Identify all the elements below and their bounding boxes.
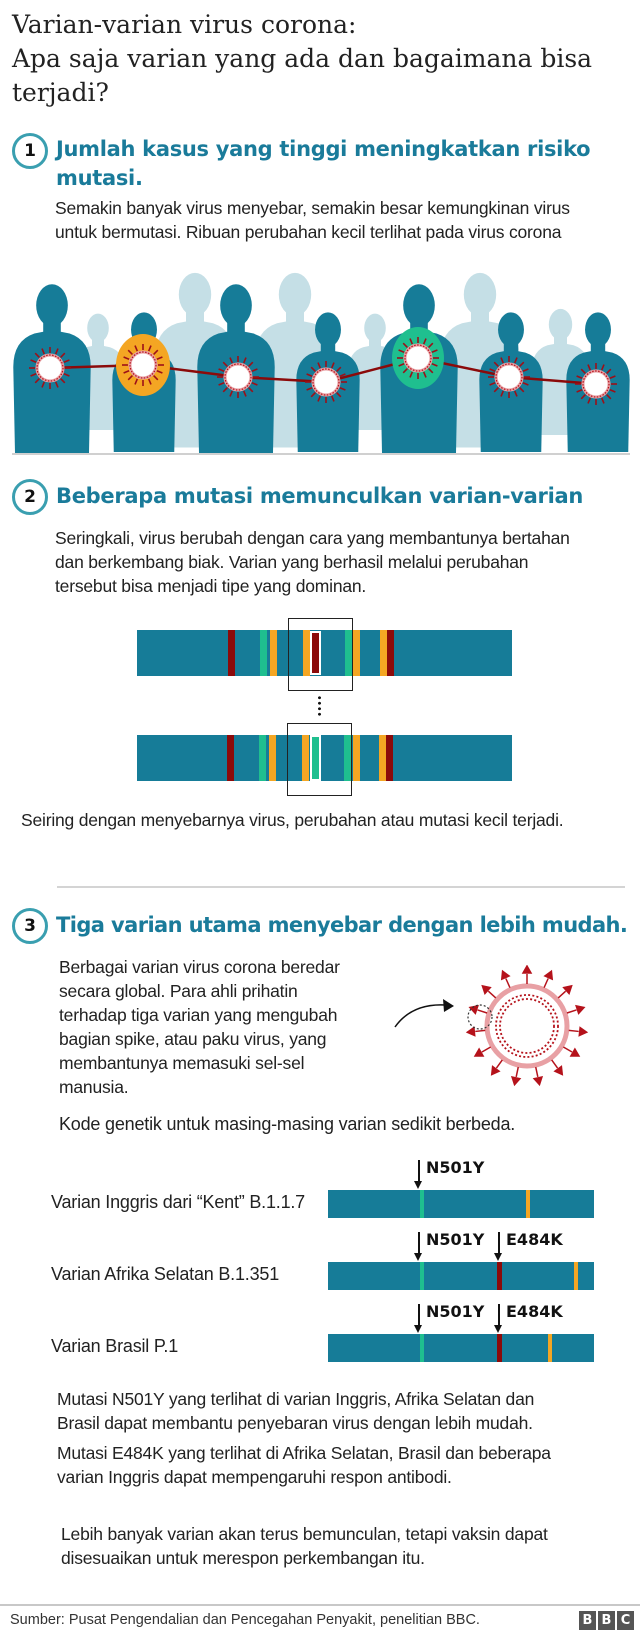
section-number-1: 1 [12,133,48,169]
mutation-band-e484k [497,1262,502,1290]
mutation-label-n501y: N501Y [426,1302,485,1321]
mutation-highlight-box [288,618,353,691]
section-2-body-line-3: tersebut bisa menjadi tipe yang dominan. [55,576,367,596]
curved-arrow-icon [392,995,462,1030]
section-3-heading: Tiga varian utama menyebar dengan lebih mudah. [56,913,628,937]
bbc-logo [579,1611,634,1630]
variant-bar-south-africa [328,1262,594,1290]
section-2-heading: Beberapa mutasi memunculkan varian-varian [56,484,584,508]
variant-label-brazil: Varian Brasil P.1 [51,1336,179,1356]
source-text: Sumber: Pusat Pengendalian dan Pencegahan Penyakit, penelitian BBC. [10,1612,480,1628]
section-3-body-line: membantunya memasuki sel-sel [59,1053,305,1073]
n501y-explanation [57,1387,640,1435]
mutation-band-green [259,735,266,781]
arrow-down-icon [498,1232,500,1255]
mutation-band-green [260,630,267,676]
section-divider [57,886,625,888]
e484k-line-2: varian Inggris dapat mempengaruhi respon antibodi. [57,1467,452,1487]
section-3-body-line: terhadap tiga varian yang mengubah [59,1005,338,1025]
variant-label-uk: Varian Inggris dari “Kent” B.1.1.7 [51,1192,305,1212]
mutation-band-n501y [420,1190,424,1218]
mutation-label-n501y: N501Y [426,1230,485,1249]
mutation-band-n501y [420,1334,424,1362]
bbc-logo-letter: C [617,1611,634,1630]
mutation-band-n501y [420,1262,424,1290]
section-3-body-line: manusia. [59,1077,129,1097]
section-2-caption: Seiring dengan menyebarnya virus, perubahan atau mutasi kecil terjadi. [21,810,564,830]
title-line-2: Apa saja varian yang ada dan bagaimana bisa [12,44,593,73]
mutation-band-orange [380,630,387,676]
mutation-band-orange [526,1190,530,1218]
title-line-3: terjadi? [12,78,109,107]
e484k-explanation [57,1441,640,1489]
mutation-band-orange [270,630,277,676]
mutation-band-orange [574,1262,578,1290]
arrow-down-icon [418,1304,420,1327]
closing-line-2: disesuaikan untuk merespon perkembangan itu. [61,1548,425,1568]
variant-bar-brazil [328,1334,594,1362]
arrow-down-icon [498,1304,500,1327]
mutation-band-red [227,735,234,781]
section-1-heading-line-2: mutasi. [56,166,143,190]
section-1-heading [56,135,636,193]
mutation-band-red [228,630,235,676]
section-3-body [59,955,389,1099]
mutation-band-red [386,735,393,781]
section-1-body-line-1: Semakin banyak virus menyebar, semakin besar kemungkinan virus [55,198,570,218]
footer-divider [0,1604,640,1606]
mutation-label-e484k: E484K [506,1302,563,1321]
bbc-logo-letter: B [579,1611,596,1630]
mutation-band-orange [353,735,360,781]
closing-line-1: Lebih banyak varian akan terus bemunculan, tetapi vaksin dapat [61,1524,548,1544]
ellipsis-dots [318,695,321,717]
n501y-line-1: Mutasi N501Y yang terlihat di varian Inggris, Afrika Selatan dan [57,1389,535,1409]
mutation-band-orange [379,735,386,781]
mutation-band-e484k [497,1334,502,1362]
page-title [12,8,632,110]
mutation-band-orange [269,735,276,781]
section-1-body [55,196,640,244]
mutation-band-red [387,630,394,676]
section-number-2: 2 [12,479,48,515]
section-1-heading-line-1: Jumlah kasus yang tinggi meningkatkan risiko [56,137,591,161]
section-1-body-line-2: untuk bermutasi. Ribuan perubahan kecil terlihat pada virus corona [55,222,562,242]
mutation-label-e484k: E484K [506,1230,563,1249]
arrow-down-icon [418,1232,420,1255]
n501y-line-2: Brasil dapat membantu penyebaran virus dengan lebih mudah. [57,1413,533,1433]
section-2-body-line-1: Seringkali, virus berubah dengan cara yang membantunya bertahan [55,528,570,548]
mutation-highlight-box [287,723,352,796]
people-transmission-illustration [0,255,640,455]
section-3-body-line: Berbagai varian virus corona beredar [59,957,340,977]
mutation-label-n501y: N501Y [426,1158,485,1177]
title-line-1: Varian-varian virus corona: [12,10,357,39]
bbc-logo-letter: B [598,1611,615,1630]
arrow-down-icon [418,1160,420,1183]
section-3-body-line: bagian spike, atau paku virus, yang [59,1029,327,1049]
section-3-body-line: secara global. Para ahli prihatin [59,981,298,1001]
variant-label-south-africa: Varian Afrika Selatan B.1.351 [51,1264,280,1284]
e484k-line-1: Mutasi E484K yang terlihat di Afrika Selatan, Brasil dan beberapa [57,1443,551,1463]
closing-note [61,1522,640,1570]
genetic-note: Kode genetik untuk masing-masing varian sedikit berbeda. [59,1114,516,1134]
coronavirus-spike-diagram [462,965,592,1087]
mutation-band-orange [353,630,360,676]
mutation-band-orange [548,1334,552,1362]
section-2-body-line-2: dan berkembang biak. Varian yang berhasil melalui perubahan [55,552,529,572]
section-2-body [55,526,640,598]
section-number-3: 3 [12,908,48,944]
variant-bar-uk [328,1190,594,1218]
